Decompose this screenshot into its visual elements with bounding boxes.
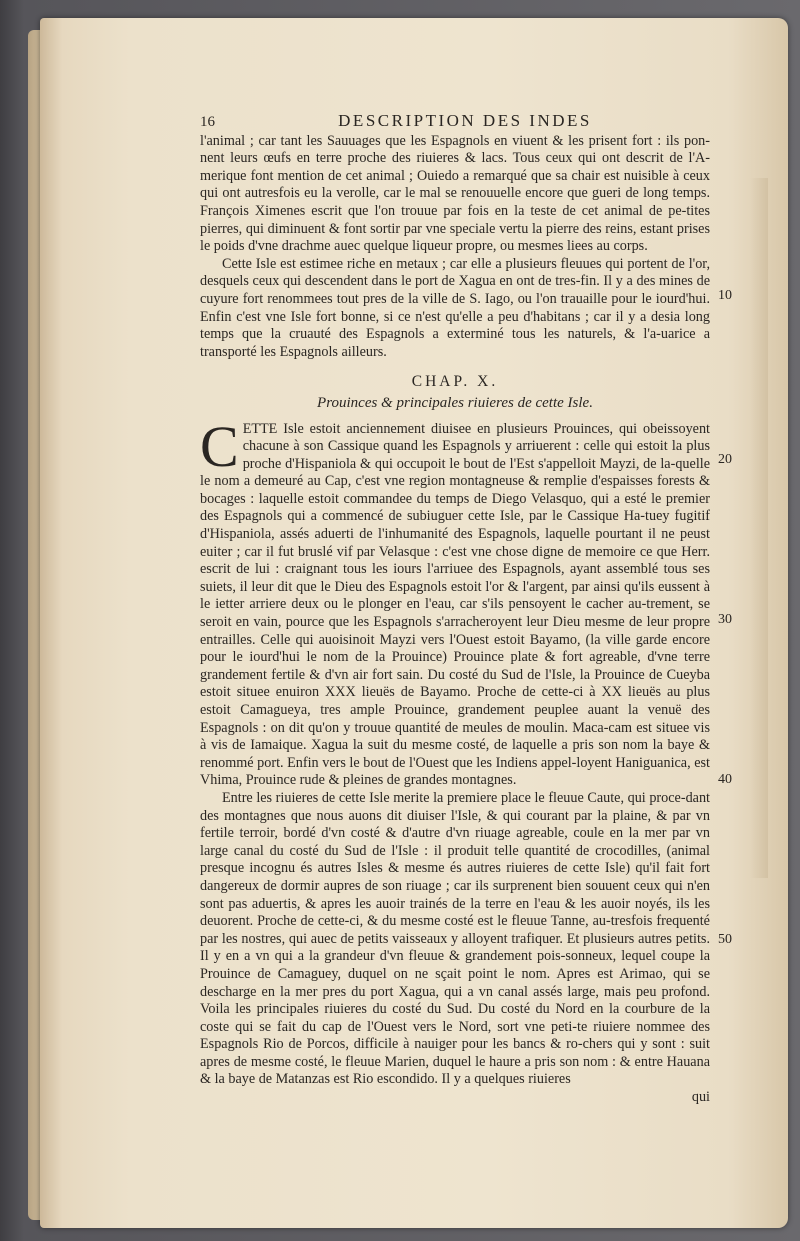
- paragraph-4: Entre les riuieres de cette Isle merite la premiere place le fleuue Caute, qui proce-dant des montagnes que nous auons dit diuiser l'Isle, & qui courant par la plaine, & par vn fertile terroir, bordé d'vn costé & d'autre d'vn riuage agreable, coule en la mer par vn large canal du costé du Sud de l'Isle : il produit telle quantité de crocodilles, (animal presque incognu és autres Isles & mesme és autres riuieres de cette Isle) qu'il fait fort dangereux de dormir aupres de son riuage ; car ils surprenent bien souuent ceux qui n'en sont pas aduertis, & apres les auoir trainés de la terre en l'eau & les auoir noyés, ils les deuorent. Proche de cette-ci, & du mesme costé est le fleuue Tanne, au-tresfois frequenté par les nostres, qui auec de petits vaisseaux y alloyent trafiquer. Et plusieurs autres petits. Il y en a vn qui a la grandeur d'vn fleuue & grandement pois-sonneux, lequel coupe la Prouince de Camaguey, duquel on ne sçait point le nom. Apres est Arimao, qui se descharge en la mer pres du port Xagua, qui a vn canal assés large, mais peu profond. Voila les principales riuieres du costé du Sud. Du costé du Nord en la courbure de la coste qui se fait du cap de l'Ouest vers le Nord, sort vne peti-te riuiere nommee des Espagnols Rio de Porcos, difficile à nauiger pour les bancs & ro-chers qui y sont : suit apres de mesme costé, le fleuue Marien, duquel le haure a pris son nom : & entre Hauana & la baye de Matanzas est Rio escondido. Il y a quelques riuieres: [200, 789, 710, 1088]
- running-head: DESCRIPTION DES INDES: [338, 111, 592, 130]
- page-header: [200, 112, 710, 132]
- paper-stain: [750, 178, 768, 878]
- chapter-title: Prouinces & principales riuieres de cette Isle.: [317, 394, 593, 411]
- paragraph-3: [200, 413, 710, 790]
- paragraph-3-text: ETTE Isle estoit anciennement diuisee en plusieurs Prouinces, qui obeissoyent chacune à son Cassique quand les Espagnols y arriuerent : celle qui estoit la plus proche d'Hispaniola & qui occupoit le bout de l'Est s'appelloit Mayzi, de la-quelle le nom a demeuré au Cap, c'est vne region montagneuse & remplie d'espaisses forests & bocages : laquelle estoit commandee du temps de Diego Velasquo, qui a esté le premier des Espagnols qui a commencé de subiuguer cette Isle, par le Cassique Ha-tuey fugitif d'Hispaniola, assés aduerti de l'inhumanité des Espagnols, laquelle pourtant il ne peust euiter ; car il fut bruslé vif par Velasque : c'est vne chose digne de memoire ce que Herr. escrit de lui : craignant tous les iours l'arriuee des Espagnols, ayant assemblé tous ses suiets, il leur dit que le Dieu des Espagnols estoit l'or & l'argent, par ainsi qu'ils eussent à le ietter arriere deux ou le plonger en l'eau, car s'ils pensoyent le cacher au-trement, se seroit en vain, pource que les Espagnols s'arracheroyent leur Dieu mesme de leur propre entrailles. Celle qui auoisinoit Mayzi vers l'Ouest estoit Bayamo, (la ville garde encore pour le iourd'hui le nom de la Prouince) Prouince plate & fort agreable, d'vne terre grandement fertile & d'vn air fort sain. Du costé du Sud de l'Isle, la Prouince de Cueyba estoit situee enuiron XXX lieuës de Bayamo. Proche de cette-ci à XX lieuës au plus estoit Camagueya, tres ample Prouince, grandement peuplee auant la venuë des Espagnols : on dit qu'on y trouue quantité de meules de moulin. Maca-cam est situee vis à vis de Iamaique. Xagua la suit du mesme costé, de laquelle a pris son nom la baye & renommé port. Enfin vers le bout de l'Ouest que les Indiens appel-loyent Haniguanica, est Vhima, Prouince rude & pleines de grandes montagnes.: [200, 420, 710, 789]
- margin-number: 50: [718, 932, 732, 947]
- page-text-block: [200, 112, 710, 1107]
- margin-number: 30: [718, 612, 732, 627]
- page-number: 16: [200, 114, 215, 130]
- margin-number: 10: [718, 288, 732, 303]
- margin-number: 40: [718, 772, 732, 787]
- drop-cap: C: [200, 413, 239, 479]
- paragraph-2: Cette Isle est estimee riche en metaux ; car elle a plusieurs fleuues qui portent de l'or, desquels ceux qui descendent dans le port de Xagua en ont de tres-fin. Il y a des mines de cuyure fort renommees tout pres de la ville de S. Iago, ou l'on trauaille pour le iourd'hui. Enfin c'est vne Isle fort bonne, si ce n'est qu'elle a peu d'habitans ; car il y a desia long temps que la cruauté des Espagnols a exterminé tous les naturels, & l'a-uarice a transporté les Espagnols ailleurs.: [200, 255, 710, 360]
- catchword: qui: [691, 1089, 710, 1106]
- margin-number: 20: [718, 452, 732, 467]
- chapter-heading: CHAP. X.: [411, 373, 499, 391]
- paragraph-1: l'animal ; car tant les Sauuages que les Espagnols en viuent & les prisent fort : ils pon-nent leurs œufs en terre proche des riuieres & lacs. Tous ceux qui ont descrit de l'A-merique font mention de cet animal ; Ouiedo a remarqué que sa chair est nuisible à ceux qui ont autresfois eu la verolle, car le mal se renouuelle encore que gueri de long temps. François Ximenes escrit que l'on trouue par fois en la teste de cet animal de pe-tites pierres, qui diminuent & font sortir par vne speciale vertu la pierre des reins, estant prises le poids d'vne drachme auec quelque liqueur propre, ou mesmes liees au corps.: [200, 132, 710, 255]
